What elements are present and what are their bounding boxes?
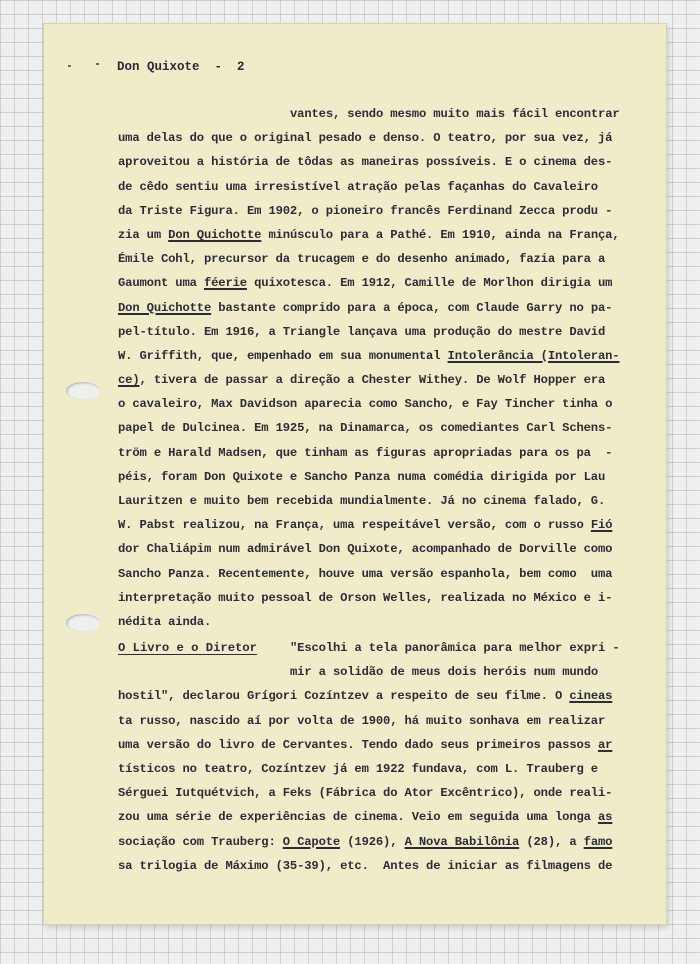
text-line: Sérguei Iutquétvich, a Feks (Fábrica do Ator Excêntrico), onde reali- bbox=[118, 786, 613, 801]
text-line bbox=[118, 223, 638, 247]
section-livro-diretor bbox=[118, 636, 638, 878]
underlined-title: Fió bbox=[590, 518, 613, 533]
text-segment: , tivera de passar a direção a Chester Withey. De Wolf Hopper era bbox=[139, 373, 606, 388]
text-line bbox=[118, 296, 638, 320]
text-segment: uma versão do livro de Cervantes. Tendo dado seus primeiros passos bbox=[118, 737, 598, 752]
text-segment: bastante comprido para a época, com Claude Garry no pa- bbox=[211, 300, 613, 315]
paragraph-1 bbox=[118, 102, 638, 634]
text-segment: sociação com Trauberg: bbox=[118, 834, 283, 849]
text-line: interpretação muito pessoal de Orson Welles, realizada no México e i- bbox=[118, 590, 613, 605]
text-line: Lauritzen e muito bem recebida mundialmente. Já no cinema falado, G. bbox=[118, 494, 606, 508]
text-line bbox=[118, 344, 638, 368]
text-line bbox=[118, 805, 638, 829]
text-line: da Triste Figura. Em 1902, o pioneiro francês Ferdinand Zecca produ - bbox=[118, 203, 613, 218]
section-title: O Livro e o Diretor bbox=[118, 641, 257, 655]
underlined-title: Don Quichotte bbox=[118, 300, 212, 315]
text-line: aproveitou a história de tôdas as maneiras possíveis. E o cinema des- bbox=[118, 155, 613, 170]
underlined-title: Don Quichotte bbox=[168, 227, 262, 242]
page-header: Don Quixote - 2 bbox=[117, 60, 245, 74]
text-line: o cavaleiro, Max Davidson aparecia como Sancho, e Fay Tincher tinha o bbox=[118, 397, 613, 412]
text-line: de cêdo sentiu uma irresistível atração pelas façanhas do Cavaleiro bbox=[118, 179, 598, 194]
text-line: pel-título. Em 1916, a Triangle lançava uma produção do mestre David bbox=[118, 324, 606, 339]
text-line: dor Chaliápim num admirável Don Quixote, acompanhado de Dorville como bbox=[118, 542, 613, 557]
text-segment: W. Pabst realizou, na França, uma respeitável versão, com o russo bbox=[118, 518, 591, 533]
text-line bbox=[118, 684, 638, 708]
underlined-title: ar bbox=[597, 737, 613, 752]
section-head-line-1 bbox=[118, 636, 638, 660]
text-segment: hostil", declarou Grígori Cozíntzev a respeito de seu filme. O bbox=[118, 689, 570, 704]
underlined-title: féerie bbox=[203, 276, 247, 291]
quote-line: "Escolhi a tela panorâmica para melhor expri - bbox=[290, 641, 620, 655]
underlined-title: cineas bbox=[569, 689, 613, 704]
underlined-title: A Nova Babilônia bbox=[404, 834, 520, 849]
text-line bbox=[118, 368, 638, 392]
text-segment: (1926), bbox=[340, 834, 405, 849]
text-segment: zou uma série de experiências de cinema. Veio em seguida uma longa bbox=[118, 810, 598, 825]
text-line: nédita ainda. bbox=[118, 614, 212, 629]
underlined-title: famo bbox=[583, 834, 613, 849]
underlined-title: as bbox=[597, 810, 613, 825]
text-line: péis, foram Don Quixote e Sancho Panza numa comédia dirigida por Lau bbox=[118, 469, 606, 484]
text-line bbox=[118, 513, 638, 537]
text-line bbox=[118, 830, 638, 854]
punch-hole bbox=[66, 382, 100, 400]
punch-hole bbox=[66, 614, 100, 632]
text-segment: (28), a bbox=[519, 834, 584, 849]
text-line: uma delas do que o original pesado e denso. O teatro, por sua vez, já bbox=[118, 131, 613, 146]
text-segment: W. Griffith, que, empenhado em sua monumental bbox=[118, 348, 448, 363]
underlined-title: ce) bbox=[118, 373, 140, 388]
text-segment: minúsculo para a Pathé. Em 1910, ainda na França, bbox=[261, 227, 620, 242]
text-line bbox=[118, 733, 638, 757]
text-line: Émile Cohl, precursor da trucagem e do desenho animado, fazia para a bbox=[118, 252, 606, 267]
text-line: Sancho Panza. Recentemente, houve uma versão espanhola, bem como uma bbox=[118, 566, 613, 581]
text-line: papel de Dulcinea. Em 1925, na Dinamarca, os comediantes Carl Schens- bbox=[118, 421, 613, 436]
underlined-title: Intolerância (Intoleran- bbox=[447, 348, 620, 363]
text-line: vantes, sendo mesmo muito mais fácil encontrar bbox=[290, 107, 620, 121]
quote-line: mir a solidão de meus dois heróis num mundo bbox=[290, 665, 599, 680]
text-line: tröm e Harald Madsen, que tinham as figuras apropriadas para os pa - bbox=[118, 445, 613, 460]
paragraph-2 bbox=[118, 684, 638, 878]
underlined-title: O Capote bbox=[282, 834, 341, 849]
text-segment: Gaumont uma bbox=[118, 276, 204, 291]
text-segment: zia um bbox=[118, 227, 169, 242]
text-line: ta russo, nascido aí por volta de 1900, há muito sonhava em realizar bbox=[118, 713, 606, 728]
text-segment: quixotesca. Em 1912, Camille de Morlhon dirigia um bbox=[246, 276, 613, 291]
typewritten-page bbox=[44, 24, 666, 924]
ink-mark bbox=[96, 63, 99, 65]
ink-mark bbox=[68, 65, 71, 67]
text-line bbox=[118, 271, 638, 295]
text-line: tísticos no teatro, Cozíntzev já em 1922 fundava, com L. Trauberg e bbox=[118, 761, 598, 776]
text-line: sa trilogia de Máximo (35-39), etc. Antes de iniciar as filmagens de bbox=[118, 858, 613, 873]
